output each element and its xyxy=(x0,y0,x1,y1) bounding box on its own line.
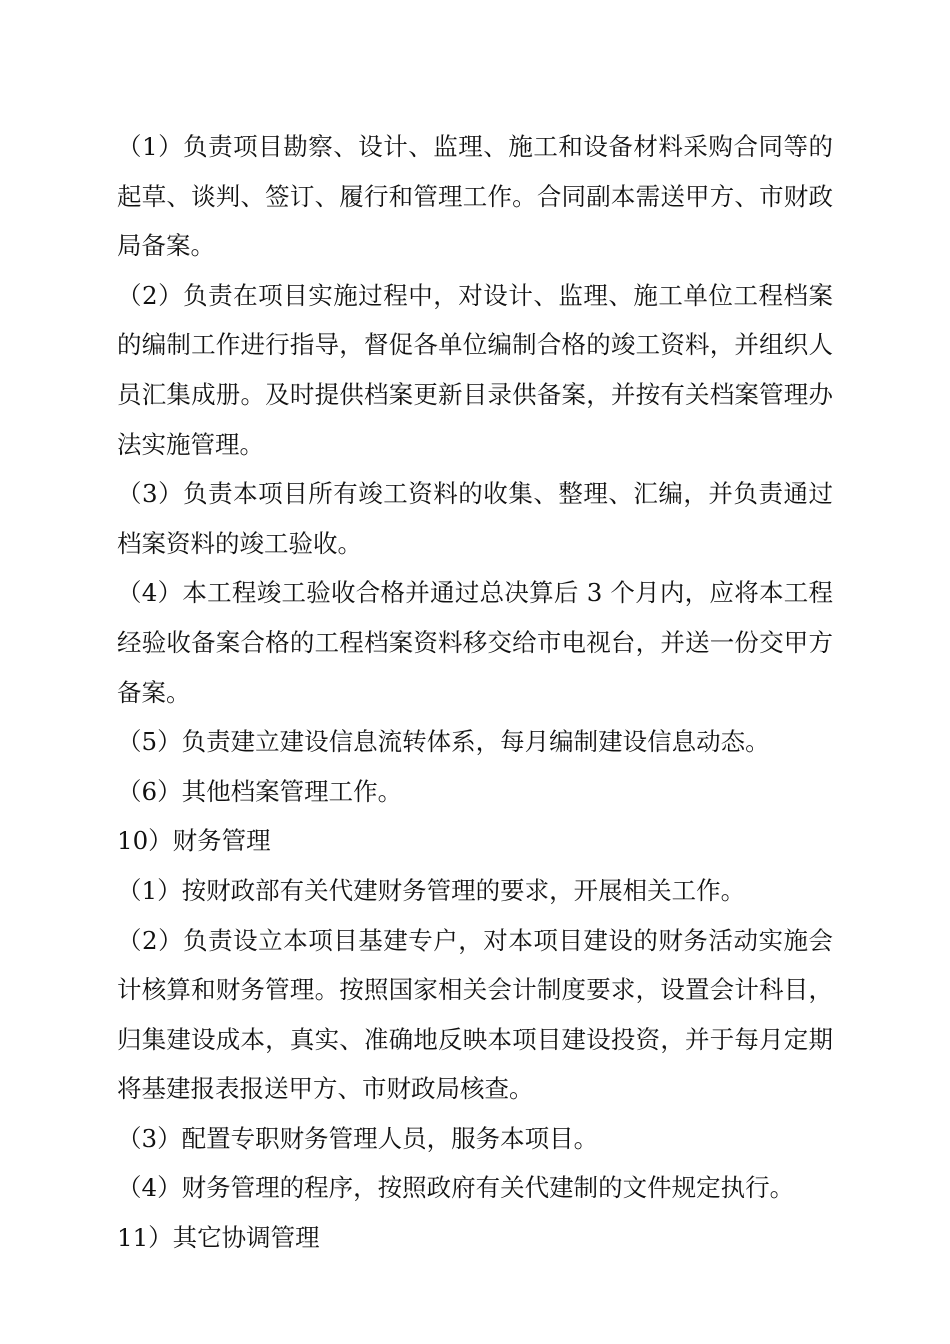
section-heading-other-coordination: 11）其它协调管理 xyxy=(117,1223,320,1253)
paragraph-archive-1: （1）负责项目勘察、设计、监理、施工和设备材料采购合同等的起草、谈判、签订、履行和管理工作。合同副本需送甲方、市财政局备案。 xyxy=(117,132,833,261)
document-page xyxy=(117,122,833,1263)
paragraph-finance-2: （2）负责设立本项目基建专户，对本项目建设的财务活动实施会计核算和财务管理。按照国家相关会计制度要求，设置会计科目，归集建设成本，真实、准确地反映本项目建设投资，并于每月定期将基建报表报送甲方、市财政局核查。 xyxy=(117,925,833,1104)
paragraph-archive-3: （3）负责本项目所有竣工资料的收集、整理、汇编，并负责通过档案资料的竣工验收。 xyxy=(117,479,833,558)
paragraph-archive-2: （2）负责在项目实施过程中，对设计、监理、施工单位工程档案的编制工作进行指导，督促各单位编制合格的竣工资料，并组织人员汇集成册。及时提供档案更新目录供备案，并按有关档案管理办法实施管理。 xyxy=(117,280,833,459)
paragraph-finance-3: （3）配置专职财务管理人员，服务本项目。 xyxy=(117,1123,599,1153)
paragraph-finance-1: （1）按财政部有关代建财务管理的要求，开展相关工作。 xyxy=(117,875,746,905)
paragraph-finance-4: （4）财务管理的程序，按照政府有关代建制的文件规定执行。 xyxy=(117,1173,795,1203)
paragraph-archive-6: （6）其他档案管理工作。 xyxy=(117,776,403,806)
section-heading-finance: 10）财务管理 xyxy=(117,826,271,856)
paragraph-archive-4: （4）本工程竣工验收合格并通过总决算后 3 个月内，应将本工程经验收备案合格的工程档案资料移交给市电视台，并送一份交甲方备案。 xyxy=(117,578,833,707)
paragraph-archive-5: （5）负责建立建设信息流转体系，每月编制建设信息动态。 xyxy=(117,727,770,757)
